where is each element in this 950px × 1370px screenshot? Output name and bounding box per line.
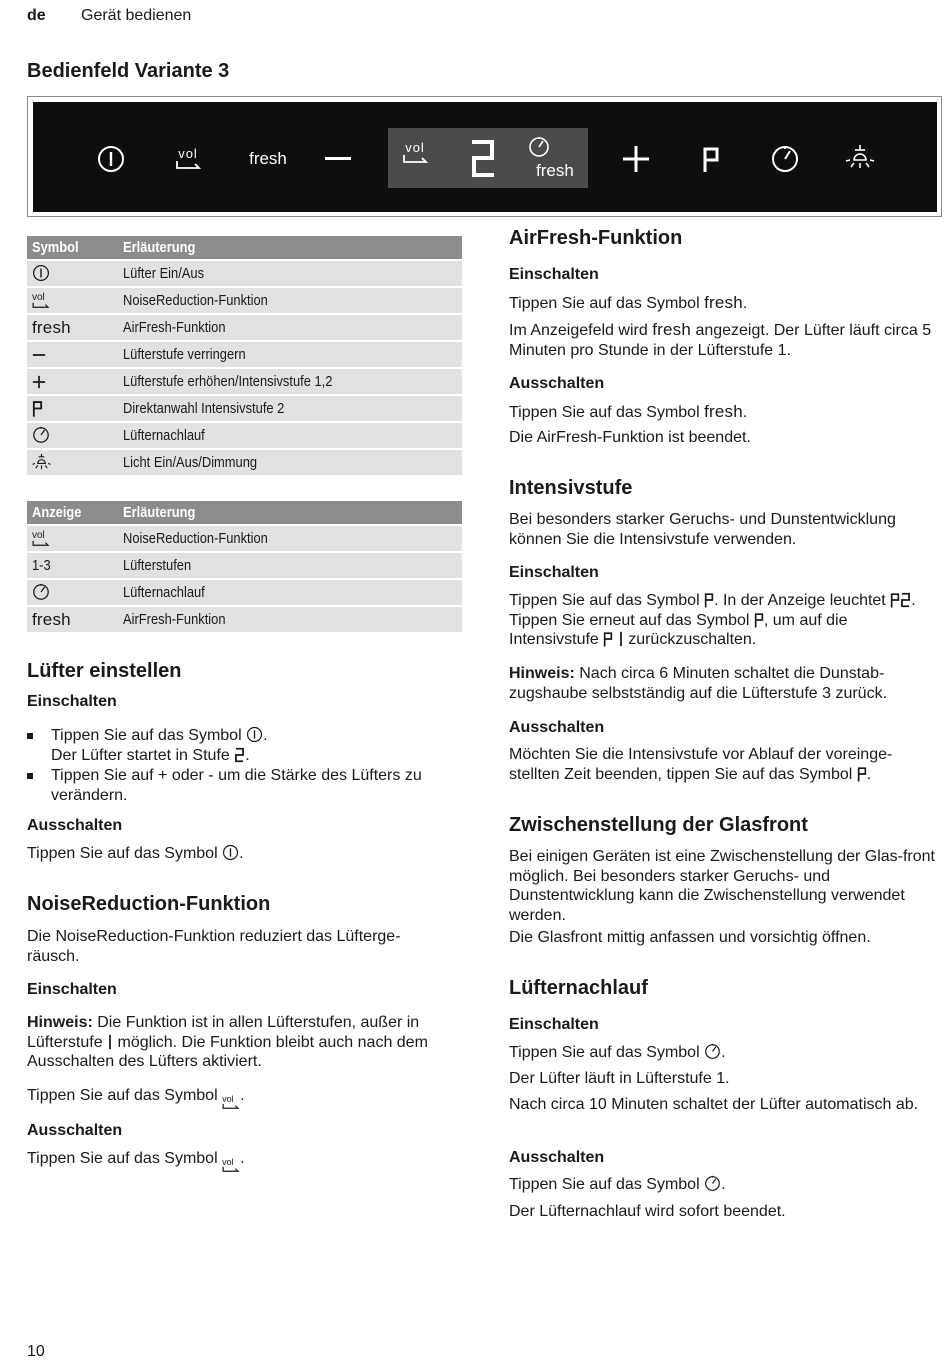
p-icon (603, 631, 613, 647)
fan-off-title: Ausschalten (27, 817, 123, 834)
display-field (388, 128, 588, 188)
nachlauf-off-text: Tippen Sie auf das Symbol . (509, 1176, 726, 1193)
fresh-label: fresh (32, 317, 71, 337)
power-icon (222, 844, 239, 861)
timer-icon (32, 583, 50, 601)
table-row: Lüfterstufe verringern (27, 342, 462, 367)
language-code: de (27, 7, 46, 24)
nachlauf-off-title: Ausschalten (509, 1149, 605, 1166)
airfresh-title: AirFresh-Funktion (509, 227, 683, 249)
list-item: Tippen Sie auf + oder - um die Stärke des Lüfters zu verändern. (27, 766, 462, 805)
timer-icon[interactable] (770, 143, 800, 175)
power-icon[interactable] (95, 143, 127, 175)
fan-off-text: Tippen Sie auf das Symbol . (27, 845, 244, 862)
control-panel (33, 102, 937, 212)
display-header: Anzeige (27, 501, 118, 524)
vol-icon: vol (32, 293, 50, 309)
noise-hint: Hinweis: Die Funktion ist in allen Lüfterstufen, außer in Lüfterstufe möglich. Die Funktion bleibt auch nach dem Ausschalten des Lüfters aktiviert. (27, 1014, 428, 1070)
table-row: vol NoiseReduction-Funktion (27, 288, 462, 313)
display-vol-label: vol (405, 140, 425, 155)
glass-title: Zwischenstellung der Glasfront (509, 814, 808, 836)
plus-icon[interactable] (621, 143, 651, 175)
p-icon (754, 612, 764, 628)
vol-label: vol (178, 146, 198, 161)
fan-levels-label: 1-3 (32, 557, 51, 574)
table-row: fresh AirFresh-Funktion (27, 607, 462, 632)
nachlauf-line-2: Nach circa 10 Minuten schaltet der Lüfter automatisch ab. (509, 1096, 919, 1113)
fan-on-title: Einschalten (27, 693, 117, 710)
intensiv-title: Intensivstufe (509, 477, 633, 499)
nachlauf-line-1: Der Lüfter läuft in Lüfterstufe 1. (509, 1070, 730, 1087)
p-icon (704, 592, 714, 608)
noise-off-text: Tippen Sie auf das Symbol vol . (27, 1149, 245, 1173)
airfresh-on-text: Tippen Sie auf das Symbol fresh. (509, 293, 748, 312)
symbol-header: Symbol (27, 236, 118, 259)
noise-on-title: Einschalten (27, 981, 117, 998)
table-row: vol NoiseReduction-Funktion (27, 526, 462, 551)
explanation-header: Erläuterung (118, 501, 462, 524)
intensiv-off-text: Möchten Sie die Intensivstufe vor Ablauf der voreinge-stellten Zeit beenden, tippen Sie auf das Symbol . (509, 746, 893, 783)
intensiv-hint: Hinweis: Nach circa 6 Minuten schaltet die Dunstab-zugshaube selbstständig auf die Lüfterstufe 3 zurück. (509, 665, 888, 702)
fan-title: Lüfter einstellen (27, 660, 182, 682)
table-row: Lüfter Ein/Aus (27, 261, 462, 286)
airfresh-off-title: Ausschalten (509, 375, 605, 392)
p-icon (32, 400, 43, 417)
display-fresh-label: fresh (536, 161, 574, 180)
intensiv-on-title: Einschalten (509, 564, 599, 581)
airfresh-display-text: Im Anzeigefeld wird fresh angezeigt. Der Lüfter läuft circa 5 Minuten pro Stunde in der Lüfterstufe 1. (509, 320, 932, 359)
intensiv-intro: Bei besonders starker Geruchs- und Dunstentwicklung können Sie die Intensivstufe verwenden. (509, 511, 896, 548)
light-icon (32, 453, 51, 472)
power-icon (32, 264, 50, 282)
noise-off-title: Ausschalten (27, 1122, 123, 1139)
nachlauf-ended: Der Lüfternachlauf wird sofort beendet. (509, 1203, 786, 1220)
airfresh-ended: Die AirFresh-Funktion ist beendet. (509, 429, 751, 446)
display-vol-icon (402, 142, 428, 164)
fresh-label: fresh (32, 609, 71, 629)
p-icon (857, 766, 867, 782)
nachlauf-on-title: Einschalten (509, 1016, 599, 1033)
header-title: Gerät bedienen (81, 7, 192, 24)
fresh-button[interactable]: fresh (249, 149, 287, 168)
level-2-icon (234, 747, 245, 763)
page-header (27, 7, 191, 25)
timer-icon (704, 1043, 721, 1060)
display-timer-icon (528, 136, 550, 158)
page-number: 10 (27, 1343, 45, 1360)
power-icon (246, 726, 263, 743)
table-row: 1-3 Lüfterstufen (27, 553, 462, 578)
minus-icon[interactable] (323, 143, 353, 175)
p-icon (890, 592, 900, 608)
level-1-icon (618, 631, 624, 647)
minus-icon (32, 348, 46, 362)
noise-on-text: Tippen Sie auf das Symbol vol . (27, 1086, 245, 1110)
noise-intro: Die NoiseReduction-Funktion reduziert das Lüfterge-räusch. (27, 928, 401, 965)
vol-icon: vol (222, 1095, 240, 1110)
vol-icon[interactable] (171, 143, 205, 175)
timer-icon (32, 426, 50, 444)
level-2-icon (900, 592, 911, 608)
plus-icon (32, 375, 46, 389)
table-row: Direktanwahl Intensivstufe 2 (27, 396, 462, 421)
display-digit-2 (468, 138, 498, 180)
table-row: Licht Ein/Aus/Dimmung (27, 450, 462, 475)
table-row: Lüfterstufe erhöhen/Intensivstufe 1,2 (27, 369, 462, 394)
table-row: Lüfternachlauf (27, 580, 462, 605)
symbol-table (27, 234, 462, 477)
vol-icon: vol (222, 1158, 240, 1173)
glass-text-2: Die Glasfront mittig anfassen und vorsichtig öffnen. (509, 929, 871, 946)
airfresh-off-text: Tippen Sie auf das Symbol fresh. (509, 402, 748, 421)
vol-icon: vol (32, 531, 50, 547)
table-row: Lüfternachlauf (27, 423, 462, 448)
glass-text-1: Bei einigen Geräten ist eine Zwischenstellung der Glas-front möglich. Bei besonders starker Geruchs- und Dunstentwicklung kann die Zwischenstellung verwendet werden. (509, 848, 935, 924)
intensiv-off-title: Ausschalten (509, 719, 605, 736)
section-title: Bedienfeld Variante 3 (27, 60, 230, 82)
noise-title: NoiseReduction-Funktion (27, 893, 271, 915)
explanation-header: Erläuterung (118, 236, 462, 259)
intensiv-on-text: Tippen Sie auf das Symbol . In der Anzeige leuchtet . Tippen Sie erneut auf das Symbol , um auf die Intensivstufe zurückzuschalten. (509, 592, 916, 648)
p-icon[interactable] (699, 143, 723, 175)
list-item: Tippen Sie auf das Symbol . Der Lüfter startet in Stufe . (27, 726, 462, 765)
timer-icon (704, 1175, 721, 1192)
nachlauf-on-text: Tippen Sie auf das Symbol . (509, 1044, 726, 1061)
control-panel-frame (27, 96, 942, 217)
display-table (27, 499, 462, 634)
level-1-icon (107, 1034, 113, 1050)
light-icon[interactable] (843, 143, 877, 175)
airfresh-on-title: Einschalten (509, 266, 599, 283)
table-row: fresh AirFresh-Funktion (27, 315, 462, 340)
nachlauf-title: Lüfternachlauf (509, 977, 648, 999)
